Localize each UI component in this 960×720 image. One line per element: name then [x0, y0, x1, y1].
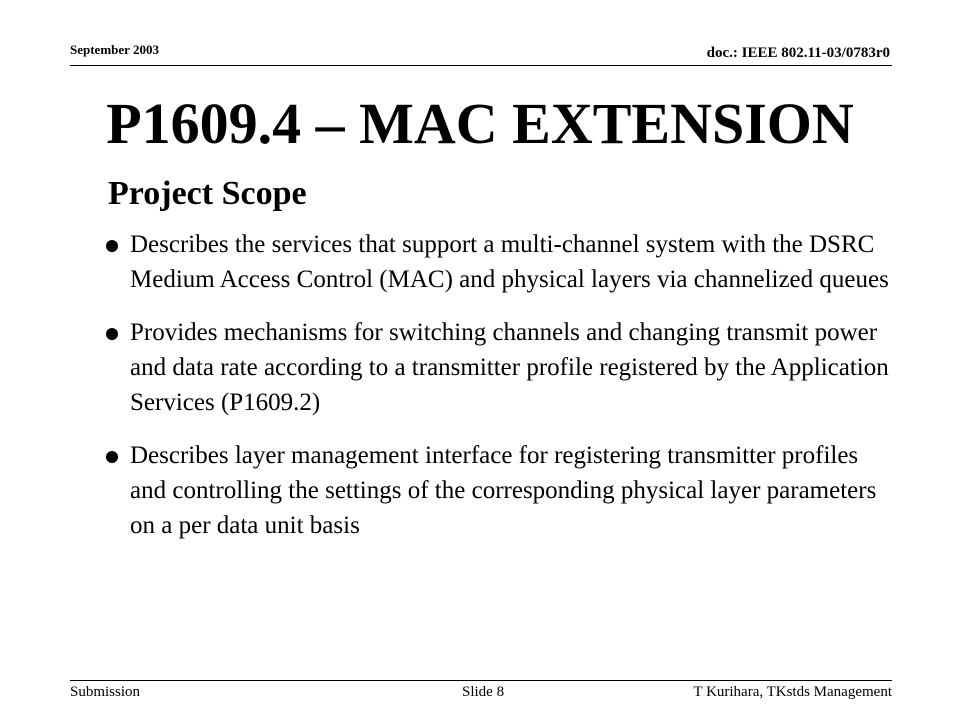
- header-doc-id: doc.: IEEE 802.11-03/0783r0: [706, 45, 890, 61]
- bullet-item: [106, 315, 896, 420]
- bullet-text: Describes the services that support a multi-channel system with the DSRC Medium Access Control (MAC) and physical layers via channelized queues: [130, 231, 889, 293]
- footer-slide-number: Slide 8: [462, 684, 505, 700]
- bullet-dot-icon: [106, 451, 118, 463]
- footer-author: T Kurihara, TKstds Management: [693, 684, 892, 700]
- bullet-item: [106, 227, 896, 297]
- header-date: September 2003: [70, 42, 159, 57]
- footer-submission: Submission: [70, 684, 141, 700]
- bullet-dot-icon: [106, 328, 118, 340]
- footer-divider: [70, 680, 892, 681]
- slide-subtitle: Project Scope: [108, 175, 307, 212]
- bullet-text: Provides mechanisms for switching channels and changing transmit power and data rate according to a transmitter profile registered by the Application Services (P1609.2): [130, 319, 889, 416]
- slide-title: P1609.4 – MAC EXTENSION: [106, 91, 854, 156]
- bullet-text: Describes layer management interface for registering transmitter profiles and controlling the settings of the corresponding physical layer parameters on a per data unit basis: [130, 442, 877, 539]
- bullet-list: [106, 227, 896, 561]
- bullet-item: [106, 438, 896, 543]
- header-divider: [70, 65, 892, 66]
- bullet-dot-icon: [106, 240, 118, 252]
